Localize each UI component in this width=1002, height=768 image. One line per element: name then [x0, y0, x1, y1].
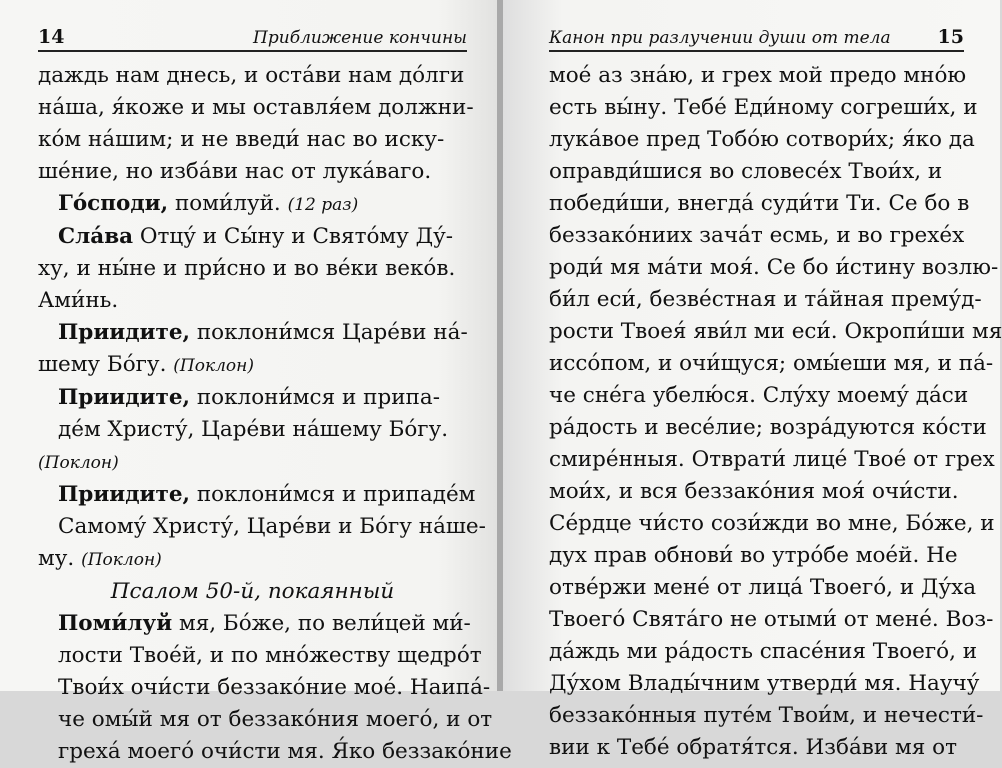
running-title: Канон при разлучении души от тела — [549, 28, 891, 48]
rubric: (12 раз) — [287, 195, 359, 215]
text-line: смире́нныя. Отврати́ лице́ Твое́ от грех — [549, 447, 995, 472]
text-line: на́ша, я́коже и мы оставля́ем должни- — [38, 95, 474, 120]
paragraph — [549, 60, 1002, 764]
text-line: Ду́хом Влады́чним утверди́ мя. Научу́ — [549, 671, 980, 696]
text-line: ко́м на́шим; и не введи́ нас во иску- — [38, 127, 445, 152]
text-line: мои́х, и вся беззако́ния моя́ очи́сти. — [549, 479, 959, 504]
text-line: му. — [38, 546, 75, 571]
text-line: роди́ мя ма́ти моя́. Се бо и́стину возлю- — [549, 255, 999, 280]
text-line: иссо́пом, и очи́щуся; омы́еши мя, и па́- — [549, 351, 994, 376]
paragraph — [38, 382, 467, 479]
right-page — [503, 0, 1002, 760]
text-line: Се́рдце чи́сто сози́жди во мне, Бо́же, и — [549, 511, 995, 536]
text-line: победи́ши, внегда́ суди́ти Ти. Се бо в — [549, 191, 970, 216]
text-line: ше́ние, но изба́ви нас от лука́ваго. — [38, 159, 432, 184]
text-line: даждь нам днесь, и оста́ви нам до́лги — [38, 63, 465, 88]
text-line: би́л еси́, безве́стная и та́йная прему́д- — [549, 287, 982, 312]
text-line: беззако́нныя путе́м Твои́м, и нечести́- — [549, 703, 984, 728]
left-page-header — [38, 22, 467, 52]
text-line: Поми́луй мя, Бо́же, по вели́цей ми́- — [58, 611, 471, 636]
right-page-header — [549, 22, 964, 52]
text-line: Сла́ва Отцу́ и Сы́ну и Свято́му Ду́- — [58, 224, 454, 249]
text-line: греха́ моего́ очи́сти мя. Я́ко беззако́ние — [58, 739, 512, 764]
paragraph — [38, 608, 512, 768]
text-line: ху, и ны́не и при́сно и во ве́ки веко́в. — [38, 256, 456, 281]
text-line: да́ждь ми ра́дость спасе́ния Твоего́, и — [549, 639, 978, 664]
paragraph — [38, 221, 467, 317]
text-line: мое́ аз зна́ю, и грех мой предо мно́ю — [549, 63, 967, 88]
paragraph — [38, 60, 474, 188]
right-page-text — [549, 60, 1002, 764]
text-line: Приидите, поклони́мся Царе́ви на́- — [58, 320, 468, 345]
page-number: 15 — [937, 26, 964, 48]
text-line: Го́споди, поми́луй. — [58, 191, 281, 216]
text-line: Твои́х очи́сти беззако́ние мое́. Наипа́- — [58, 675, 491, 700]
paragraph — [38, 317, 467, 382]
psalm-heading: Псалом 50-й, покаянный — [110, 579, 395, 604]
text-line: Твоего́ Свята́го не отыми́ от мене́. Воз- — [549, 607, 994, 632]
text-line: ра́дость и весе́лие; возра́дуются ко́сти — [549, 415, 987, 440]
text-line: оправди́шися во словесе́х Твои́х, и — [549, 159, 943, 184]
page-number: 14 — [38, 26, 65, 48]
rubric: (Поклон) — [173, 356, 254, 376]
text-line: де́м Христу́, Царе́ви на́шему Бо́гу. — [58, 417, 449, 442]
text-line: вии к Тебе́ обратя́тся. Изба́ви мя от — [549, 735, 957, 760]
rubric: (Поклон) — [38, 453, 119, 473]
running-title: Приближение кончины — [253, 28, 467, 48]
text-line: отве́ржи мене́ от лица́ Твоего́, и Ду́ха — [549, 575, 977, 600]
text-line: Приидите, поклони́мся и припа- — [58, 385, 440, 410]
text-line: лука́вое пред Тобо́ю сотвори́х; я́ко да — [549, 127, 975, 152]
text-line: лости Твое́й, и по мно́жеству щедро́т — [58, 643, 482, 668]
paragraph — [38, 188, 467, 221]
text-line: шему Бо́гу. — [38, 352, 167, 377]
text-line: Самому́ Христу́, Царе́ви и Бо́гу на́ше- — [58, 514, 486, 539]
text-line: есть вы́ну. Тебе́ Еди́ному согреши́х, и — [549, 95, 978, 120]
text-line: Ами́нь. — [38, 288, 119, 313]
paragraph — [38, 479, 486, 576]
rubric: (Поклон) — [81, 550, 162, 570]
text-line: дух прав обнови́ во утро́бе мое́й. Не — [549, 543, 958, 568]
text-line: че сне́га убелю́ся. Слу́ху моему́ да́си — [549, 383, 969, 408]
left-page-text — [38, 60, 512, 768]
text-line: че омы́й мя от беззако́ния моего́, и от — [58, 707, 493, 732]
text-line: беззако́ниих зача́т есмь, и во грехе́х — [549, 223, 965, 248]
text-line: рости Твоея́ яви́л ми еси́. Окропи́ши мя — [549, 319, 1002, 344]
text-line: Приидите, поклони́мся и припаде́м — [58, 482, 476, 507]
